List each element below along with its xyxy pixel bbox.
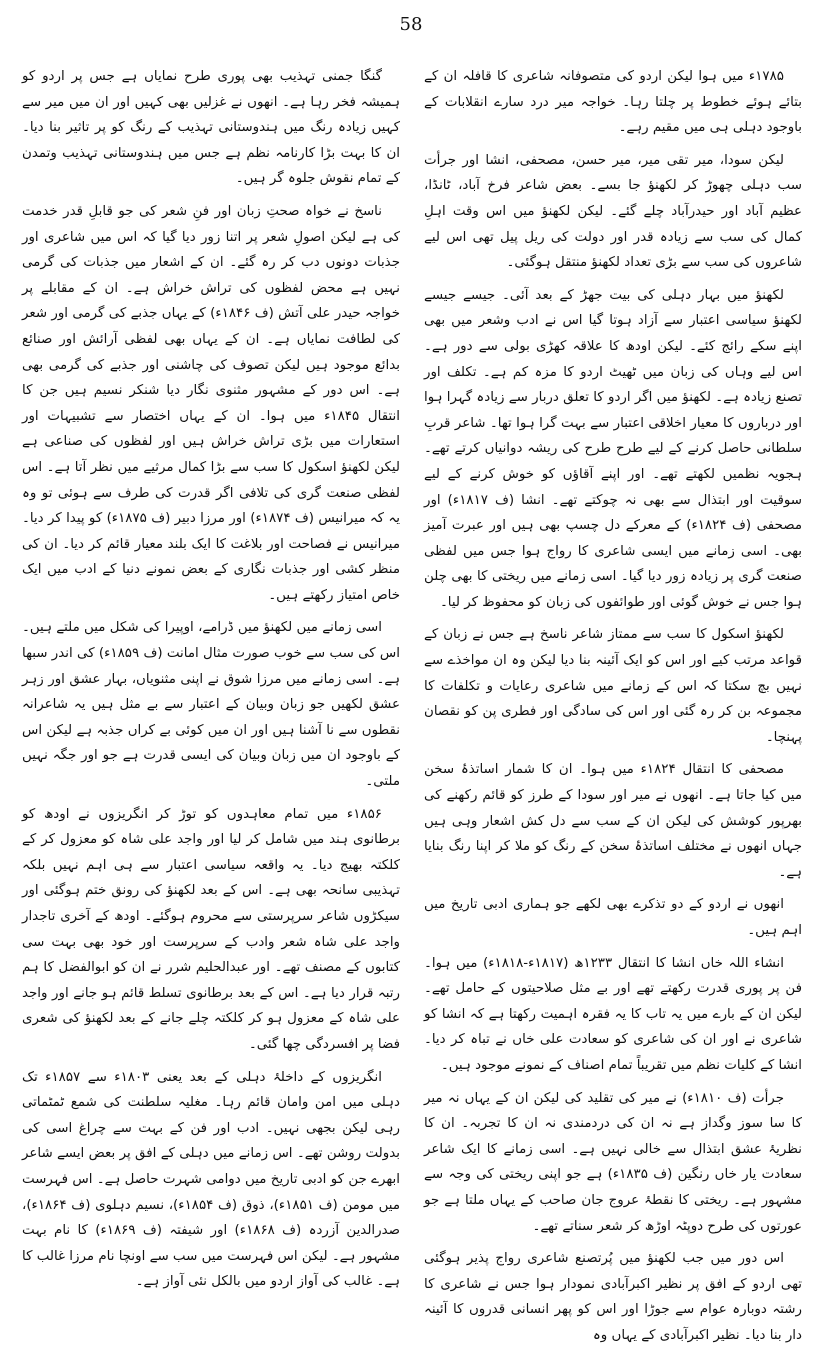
paragraph: اس دور میں جب لکھنؤ میں پُرتصنع شاعری رواج پذیر ہوگئی تھی اردو کے افق پر نظیر اکبرآبادی نمودار ہوا جس نے شاعری کا رشتہ دوبارہ عوام سے جوڑا اور اس کو پھر انسانی قدروں کا آئینہ دار بنا دیا۔ نظیر اکبرآبادی کے یہاں وہ [424, 1251, 802, 1343]
left-column [22, 64, 401, 1290]
paragraph: ناسخ نے خواہ صحتِ زبان اور فنِ شعر کی جو قابلِ قدر خدمت کی ہے لیکن اصولِ شعر پر اتنا زور دیا گیا کہ اس میں شاعری اور جذبات دونوں دب کر رہ گئے۔ ان کے اشعار میں جذبات کی گرمی نہیں ہے محض لفظوں کی تراش خراش ہے۔ ان کے مقابلے پر خواجہ حیدر علی آتش (ف ۱۸۴۶ء) کے یہاں جذبے کی گرمی اور شعر کی لطافت نمایاں ہے۔ ان کے یہاں بھی لفظی آرائش اور صنائع بدائع موجود ہیں لیکن تصوف کی چاشنی اور جذبے کی گرمی بھی ہے۔ اس دور کے مشہور مثنوی نگار دیا شنکر نسیم ہیں جن کا انتقال ۱۸۴۵ء میں ہوا۔ ان کے یہاں اختصار سے تشبیہات اور استعارات میں بڑی تراش خراش ہیں اور لفظوں کی صناعی ہے لیکن لکھنؤ اسکول کا سب سے بڑا کمال مرثیے میں نظر آتا ہے۔ اس لفظی صنعت گری کی تلافی اگر قدرت کی طرف سے ہوئی تو وہ یہ کہ میرانیس (ف ۱۸۷۴ء) اور مرزا دبیر (ف ۱۸۷۵ء) کو پیدا کر دیا۔ میرانیس نے فصاحت اور بلاغت کا ایک بلند معیار قائم کر دیا۔ ان کی منظر کشی اور جذبات نگاری کے بعض نمونے دنیا کے ادب میں ایک خاص امتیاز رکھتے ہیں۔ [22, 203, 401, 603]
paragraph: ۱۷۸۵ء میں ہوا لیکن اردو کی متصوفانہ شاعری کا قافلہ ان کے بتائے ہوئے خطوط پر چلتا رہا۔ خواجہ میر درد سارے انقلابات کے باوجود دہلی ہی میں مقیم رہے۔ [424, 69, 802, 136]
paragraph: لیکن سودا، میر تقی میر، میر حسن، مصحفی، انشا اور جرأت سب دہلی چھوڑ کر لکھنؤ جا بسے۔ بعض شاعر فرخ آباد، ٹانڈا، عظیم آباد اور حیدرآباد چلے گئے۔ لیکن لکھنؤ میں اس وقت اہلِ کمال کی سب سے زیادہ قدر اور دولت کی ریل پیل تھی اس لیے شاعروں کی سب سے بڑی تعداد لکھنؤ منتقل ہوگئی۔ [424, 152, 802, 271]
column-gutter [410, 64, 411, 1064]
paragraph: مصحفی کا انتقال ۱۸۲۴ء میں ہوا۔ ان کا شمار اساتذۂ سخن میں کیا جاتا ہے۔ انھوں نے میر اور سودا کے طرز کو قائم رکھنے کی بھرپور کوشش کی لیکن ان کے سب سے دل کش اشعار وہی ہیں جہاں انھوں نے مختلف اساتذۂ سخن کے رنگ کو ملا کر اپنا رنگ بنایا ہے۔ [424, 762, 802, 880]
paragraph: انشاء اللہ خاں انشا کا انتقال ۱۲۳۳ھ (۱۸۱۷ء-۱۸۱۸ء) میں ہوا۔ فن پر پوری قدرت رکھتے تھے اور بے مثل صلاحیتوں کے حامل تھے۔ لیکن ان کے بارے میں یہ تاب کا یہ فقرہ اہمیت رکھتا ہے کہ انشا کو شاعری نے اور ان کی شاعری کو سعادت علی خاں نے تباہ کر دیا۔ انشا کے کلیات نظم میں تقریباً تمام اصناف کے نمونے موجود ہیں۔ [424, 955, 802, 1073]
paragraph: اسی زمانے میں لکھنؤ میں ڈرامے، اوپیرا کی شکل میں ملتے ہیں۔ اس کی سب سے خوب صورت مثال امانت (ف ۱۸۵۹ء) کی اندر سبھا ہے۔ اسی زمانے میں مرزا شوق نے اپنی مثنویاں، بہار عشق اور زہر عشق لکھیں جو زبان وبیان کے اعتبار سے بے مثل ہیں یہ شاعرانہ نقطوں سے نا آشنا ہیں اور ان میں کوئی بے کراں جذبہ ہے لیکن اس کے باوجود ان میں زبان وبیان کی ایسی قدرت ہے جو اور جگہ نہیں ملتی۔ [22, 620, 400, 790]
page-number: 58 [399, 14, 423, 35]
paragraph: لکھنؤ میں بہار دہلی کی بیت جھڑ کے بعد آئی۔ جیسے جیسے لکھنؤ سیاسی اعتبار سے آزاد ہوتا گیا اس نے ادب وشعر میں بھی اپنے سکے رائج کئے۔ لیکن اودھ کا علاقہ کھڑی بولی سے دور ہے۔ اس لیے وہاں کی زبان میں ٹھیٹ اردو کا مزہ کم ہے۔ تکلف اور تصنع زیادہ ہے۔ لکھنؤ میں اگر اردو کا تعلق دربار سے زیادہ گہرا ہوا اور درباروں کا معیار اخلاقی اعتبار سے بہت گرا ہوا تھا۔ شاعر قربِ سلطانی حاصل کرنے کے لیے طرح طرح کی ریشہ دوانیاں کرتے تھے۔ ہجویہ نظمیں لکھتے تھے۔ اور اپنے آقاؤں کو خوش کرنے کے لیے سوقیت اور ابتذال سے بھی نہ چوکتے تھے۔ انشا (ف ۱۸۱۷ء) اور مصحفی (ف ۱۸۲۴ء) کے معرکے دل چسپ بھی ہیں اور عبرت آمیز بھی۔ اسی زمانے میں ایسی شاعری کا رواج ہوا جس میں لفظی صنعت گری پر زیادہ زور دیا گیا۔ اسی زمانے میں ریختی کا بھی چلن ہوا جس نے خوش گوئی اور طوائفوں کی زبان کو محفوظ کر لیا۔ [424, 287, 802, 610]
paragraph: گنگا جمنی تہذیب بھی پوری طرح نمایاں ہے جس پر اردو کو ہمیشہ فخر رہا ہے۔ انھوں نے غزلیں بھی کہیں اور ان میں میر سے کہیں زیادہ رنگ میں ہندوستانی تہذیب کے رنگ کو پر تاثیر بنا دیا۔ ان کا بہت بڑا کارنامہ نظم ہے جس میں ہندوستانی تہذیب وتمدن کے تمام نقوش جلوہ گر ہیں۔ [22, 69, 400, 187]
paragraph: ۱۸۵۶ء میں تمام معاہدوں کو توڑ کر انگریزوں نے اودھ کو برطانوی ہند میں شامل کر لیا اور واجد علی شاہ کو معزول کر کے کلکتہ بھیج دیا۔ یہ واقعہ سیاسی اعتبار سے ہی اہم نہیں بلکہ تہذیبی سانحہ بھی ہے۔ اس کے بعد لکھنؤ کی رونق ختم ہوگئی اور سیکڑوں شاعر سرپرستی سے محروم ہوگئے۔ اودھ کے آخری تاجدار واجد علی شاہ شعر وادب کے سرپرست اور خود بھی بہت سی کتابوں کے مصنف تھے۔ اور عبدالحلیم شرر نے ان کو ابوالفضل کا ہم رتبہ قرار دیا ہے۔ اس کے بعد برطانوی تسلط قائم ہو جانے اور واجد علی شاہ کے معزول ہو کر کلکتہ چلے جانے کے بعد لکھنؤ کی شعری فضا پر افسردگی چھا گئی۔ [22, 806, 400, 1052]
paragraph: انھوں نے اردو کے دو تذکرے بھی لکھے جو ہماری ادبی تاریخ میں اہم ہیں۔ [424, 897, 802, 938]
right-column [424, 64, 802, 1343]
paragraph: لکھنؤ اسکول کا سب سے ممتاز شاعر ناسخ ہے جس نے زبان کے قواعد مرتب کیے اور اس کو ایک آئینہ بنا دیا لیکن وہ ان مواخذے سے نہیں بچ سکتا کہ اس کے زمانے میں شاعری رعایات و تکلفات کا مجموعہ بن کر رہ گئی اور اس کی سادگی اور فطری پن کو نقصان پہنچا۔ [424, 627, 802, 745]
paragraph: جرأت (ف ۱۸۱۰ء) نے میر کی تقلید کی لیکن ان کے یہاں نہ میر کا سا سوز وگداز ہے نہ ان کی دردمندی نہ ان کا تجربہ۔ ان کا نظریۂ عشق ابتذال سے خالی نہیں ہے۔ اسی زمانے کا ایک شاعر سعادت یار خاں رنگین (ف ۱۸۳۵ء) ہے جو اپنی ریختی کی وجہ سے مشہور ہے۔ ریختی کا نقطۂ عروج جان صاحب کے یہاں ملتا ہے جو عورتوں کی طرح دوپٹہ اوڑھ کر شعر سناتے تھے۔ [424, 1090, 802, 1234]
paragraph: انگریزوں کے داخلۂ دہلی کے بعد یعنی ۱۸۰۳ء سے ۱۸۵۷ء تک دہلی میں امن وامان قائم رہا۔ مغلیہ سلطنت کی شمع ٹمٹماتی رہی لیکن بجھی نہیں۔ ادب اور فن کے بہت سے چراغ اسی کی بدولت روشن تھے۔ اس زمانے میں دہلی کے افق پر بعض ایسے شاعر ابھرے جن کو ادبی تاریخ میں دوامی شہرت حاصل ہے۔ اس فہرست میں مومن (ف ۱۸۵۱ء)، ذوق (ف ۱۸۵۴ء)، نسیم دہلوی (ف ۱۸۶۴ء)، صدرالدین آزردہ (ف ۱۸۶۸ء) اور شیفتہ (ف ۱۸۶۹ء) کا نام بہت مشہور ہے۔ لیکن اس فہرست میں سب سے اونچا نام مرزا غالب کا ہے۔ غالب کی آواز اردو میں بالکل نئی آواز ہے۔ [22, 1069, 400, 1290]
